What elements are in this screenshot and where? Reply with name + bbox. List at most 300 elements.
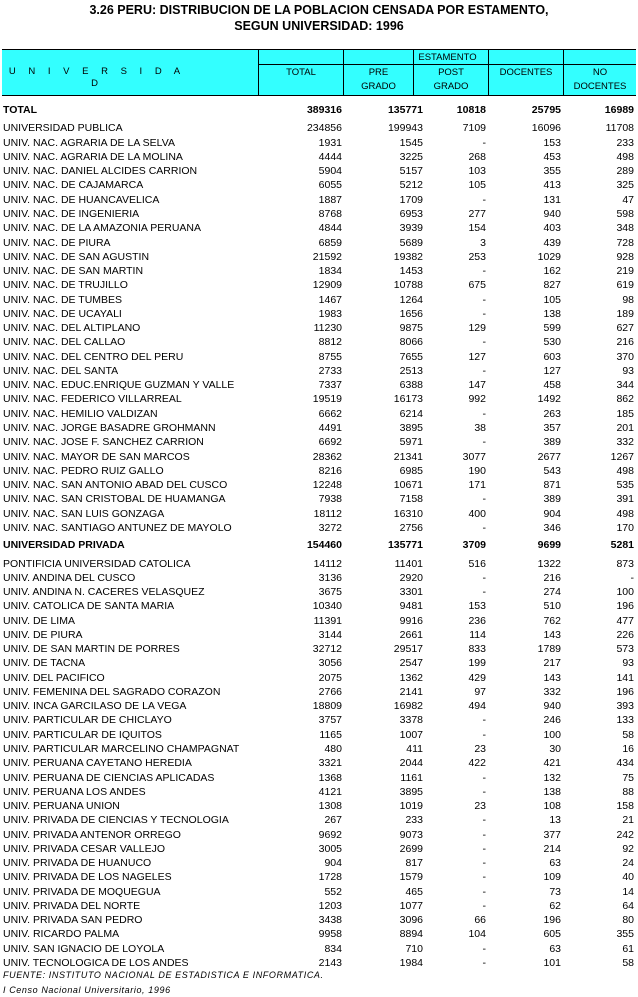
row-name: PONTIFICIA UNIVERSIDAD CATOLICA bbox=[3, 557, 191, 570]
cell-docentes: 510 bbox=[543, 600, 561, 613]
table-row bbox=[0, 642, 638, 656]
table-row bbox=[0, 599, 638, 613]
cell-total: 3136 bbox=[318, 571, 342, 584]
cell-docentes: 109 bbox=[543, 871, 561, 884]
table-row bbox=[0, 699, 638, 713]
cell-no-docentes: 88 bbox=[622, 785, 634, 798]
cell-pre-grado: 16173 bbox=[393, 393, 423, 406]
cell-no-docentes: 355 bbox=[616, 928, 634, 941]
cell-docentes: 389 bbox=[543, 436, 561, 449]
cell-no-docentes: 133 bbox=[616, 714, 634, 727]
header-pre-1: PRE bbox=[368, 67, 389, 78]
cell-post-grado: 253 bbox=[468, 250, 486, 263]
row-name: UNIV. DE PIURA bbox=[3, 628, 83, 641]
cell-total: 6662 bbox=[318, 407, 342, 420]
cell-docentes: 355 bbox=[543, 165, 561, 178]
cell-total: 4491 bbox=[318, 421, 342, 434]
cell-no-docentes: 598 bbox=[616, 208, 634, 220]
table-row bbox=[0, 478, 638, 492]
cell-pre-grado: 2044 bbox=[399, 757, 423, 770]
header-estamento: ESTAMENTO bbox=[418, 52, 477, 63]
cell-docentes: 762 bbox=[543, 614, 561, 627]
cell-post-grado: 516 bbox=[468, 557, 486, 570]
table-row bbox=[0, 799, 638, 813]
cell-pre-grado: 5971 bbox=[399, 436, 423, 449]
cell-no-docentes: 233 bbox=[616, 136, 634, 149]
cell-pre-grado: 3301 bbox=[399, 586, 423, 599]
cell-no-docentes: 393 bbox=[616, 700, 634, 713]
row-name: UNIV. NAC. DE INGENIERIA bbox=[3, 208, 140, 220]
cell-pre-grado: 5157 bbox=[399, 165, 423, 178]
table-row bbox=[0, 899, 638, 913]
cell-no-docentes: 619 bbox=[616, 279, 634, 292]
cell-pre-grado: 2513 bbox=[399, 364, 423, 377]
cell-docentes: 217 bbox=[543, 657, 561, 670]
cell-pre-grado: 6985 bbox=[399, 464, 423, 477]
cell-post-grado: 129 bbox=[468, 322, 486, 335]
cell-docentes: 458 bbox=[543, 379, 561, 392]
cell-total: 2733 bbox=[318, 364, 342, 377]
cell-total: 1728 bbox=[318, 871, 342, 884]
cell-pre-grado: 2756 bbox=[399, 521, 423, 534]
cell-post-grado: 277 bbox=[468, 208, 486, 220]
cell-post-grado: 23 bbox=[474, 800, 486, 813]
section-row bbox=[0, 100, 638, 121]
header-subdivider bbox=[259, 64, 636, 65]
row-name: UNIV. PERUANA CAYETANO HEREDIA bbox=[3, 757, 192, 770]
cell-total: 234856 bbox=[306, 122, 342, 135]
cell-no-docentes: 862 bbox=[616, 393, 634, 406]
cell-pre-grado: 3378 bbox=[399, 714, 423, 727]
header-post-2: GRADO bbox=[433, 81, 469, 92]
cell-post-grado: 3 bbox=[480, 236, 486, 249]
cell-no-docentes: 189 bbox=[616, 307, 634, 320]
cell-pre-grado: 199943 bbox=[387, 122, 423, 135]
cell-pre-grado: 6388 bbox=[399, 379, 423, 392]
cell-post-grado: - bbox=[482, 842, 486, 855]
table-row bbox=[0, 813, 638, 827]
row-name: UNIV. NAC. SAN CRISTOBAL DE HUAMANGA bbox=[3, 493, 226, 506]
cell-no-docentes: 348 bbox=[616, 222, 634, 235]
table-row bbox=[0, 321, 638, 335]
row-name: UNIV. PRIVADA CESAR VALLEJO bbox=[3, 842, 166, 855]
row-name: UNIV. NAC. EDUC.ENRIQUE GUZMAN Y VALLE bbox=[3, 379, 235, 392]
cell-no-docentes: 728 bbox=[616, 236, 634, 249]
cell-no-docentes: 498 bbox=[616, 150, 634, 163]
cell-no-docentes: - bbox=[630, 571, 634, 584]
cell-total: 28362 bbox=[312, 450, 342, 463]
cell-total: 10340 bbox=[312, 600, 342, 613]
table-row bbox=[0, 656, 638, 670]
table-row bbox=[0, 164, 638, 178]
cell-docentes: 138 bbox=[543, 785, 561, 798]
row-name: UNIV. SAN IGNACIO DE LOYOLA bbox=[3, 942, 165, 955]
cell-docentes: 216 bbox=[543, 571, 561, 584]
cell-post-grado: - bbox=[482, 857, 486, 870]
table-row bbox=[0, 685, 638, 699]
cell-no-docentes: 75 bbox=[622, 771, 634, 784]
table-row bbox=[0, 885, 638, 899]
cell-no-docentes: 16989 bbox=[604, 104, 634, 116]
cell-total: 3438 bbox=[318, 914, 342, 927]
cell-pre-grado: 1019 bbox=[399, 800, 423, 813]
table-row bbox=[0, 614, 638, 628]
cell-post-grado: 400 bbox=[468, 507, 486, 520]
cell-pre-grado: 7655 bbox=[399, 350, 423, 363]
cell-docentes: 63 bbox=[549, 942, 561, 955]
row-name: UNIV. TECNOLOGICA DE LOS ANDES bbox=[3, 956, 189, 969]
cell-total: 552 bbox=[324, 885, 342, 898]
cell-total: 2766 bbox=[318, 685, 342, 698]
row-name: UNIV. NAC. AGRARIA DE LA SELVA bbox=[3, 136, 175, 149]
cell-post-grado: - bbox=[482, 493, 486, 506]
cell-total: 7337 bbox=[318, 379, 342, 392]
cell-total: 1368 bbox=[318, 771, 342, 784]
cell-pre-grado: 411 bbox=[406, 742, 423, 755]
cell-pre-grado: 6953 bbox=[399, 208, 423, 220]
table-row bbox=[0, 856, 638, 870]
cell-total: 21592 bbox=[312, 250, 342, 263]
cell-post-grado: - bbox=[482, 436, 486, 449]
cell-total: 4844 bbox=[318, 222, 342, 235]
table-row bbox=[0, 756, 638, 770]
cell-post-grado: 23 bbox=[474, 742, 486, 755]
cell-total: 8812 bbox=[318, 336, 342, 349]
cell-total: 9958 bbox=[318, 928, 342, 941]
cell-docentes: 332 bbox=[543, 685, 561, 698]
cell-no-docentes: 498 bbox=[616, 507, 634, 520]
table-row bbox=[0, 956, 638, 970]
cell-no-docentes: 92 bbox=[622, 842, 634, 855]
cell-post-grado: 268 bbox=[468, 150, 486, 163]
cell-no-docentes: 24 bbox=[622, 857, 634, 870]
cell-pre-grado: 233 bbox=[405, 814, 423, 827]
row-name: UNIV. NAC. JOSE F. SANCHEZ CARRION bbox=[3, 436, 204, 449]
table-row bbox=[0, 585, 638, 599]
cell-total: 8768 bbox=[318, 208, 342, 220]
row-name: UNIV. NAC. DE PIURA bbox=[3, 236, 111, 249]
row-name: UNIV. NAC. MAYOR DE SAN MARCOS bbox=[3, 450, 190, 463]
cell-no-docentes: 289 bbox=[616, 165, 634, 178]
cell-pre-grado: 1709 bbox=[399, 193, 423, 206]
cell-docentes: 63 bbox=[549, 857, 561, 870]
cell-docentes: 421 bbox=[543, 757, 561, 770]
table-row bbox=[0, 870, 638, 884]
cell-total: 32712 bbox=[312, 643, 342, 656]
cell-total: 2143 bbox=[318, 956, 342, 969]
cell-post-grado: 833 bbox=[468, 643, 486, 656]
cell-pre-grado: 16982 bbox=[393, 700, 423, 713]
cell-pre-grado: 11401 bbox=[394, 557, 423, 570]
table-row bbox=[0, 136, 638, 150]
cell-no-docentes: 5281 bbox=[610, 539, 634, 552]
row-name: UNIV. DE LIMA bbox=[3, 614, 75, 627]
row-name: UNIV. NAC. HEMILIO VALDIZAN bbox=[3, 407, 158, 420]
table-row bbox=[0, 364, 638, 378]
row-name: UNIV. NAC. DE CAJAMARCA bbox=[3, 179, 144, 192]
cell-post-grado: - bbox=[482, 771, 486, 784]
cell-total: 1834 bbox=[318, 265, 342, 278]
cell-pre-grado: 3225 bbox=[399, 150, 423, 163]
cell-no-docentes: 573 bbox=[616, 643, 634, 656]
cell-total: 1308 bbox=[318, 800, 342, 813]
cell-post-grado: 236 bbox=[468, 614, 486, 627]
row-name: UNIV. NAC. DE HUANCAVELICA bbox=[3, 193, 160, 206]
cell-total: 18112 bbox=[313, 507, 342, 520]
row-name: UNIV. RICARDO PALMA bbox=[3, 928, 120, 941]
cell-total: 2075 bbox=[318, 671, 342, 684]
cell-total: 389316 bbox=[306, 104, 342, 116]
cell-total: 8216 bbox=[318, 464, 342, 477]
section-row bbox=[0, 535, 638, 556]
cell-docentes: 138 bbox=[543, 307, 561, 320]
cell-docentes: 1029 bbox=[537, 250, 561, 263]
header-post-1: POST bbox=[438, 67, 464, 78]
cell-total: 1165 bbox=[319, 728, 342, 741]
cell-docentes: 940 bbox=[543, 208, 561, 220]
cell-no-docentes: 40 bbox=[622, 871, 634, 884]
cell-total: 6859 bbox=[318, 236, 342, 249]
cell-docentes: 100 bbox=[543, 728, 561, 741]
cell-docentes: 62 bbox=[549, 899, 561, 912]
row-name: UNIV. NAC. DEL ALTIPLANO bbox=[3, 322, 141, 335]
cell-post-grado: 153 bbox=[468, 600, 486, 613]
cell-post-grado: - bbox=[482, 364, 486, 377]
cell-post-grado: 3709 bbox=[462, 539, 486, 552]
row-name: UNIV. NAC. DEL CENTRO DEL PERU bbox=[3, 350, 184, 363]
table-row bbox=[0, 435, 638, 449]
row-name: UNIV. NAC. AGRARIA DE LA MOLINA bbox=[3, 150, 183, 163]
table-row bbox=[0, 307, 638, 321]
cell-no-docentes: 498 bbox=[616, 464, 634, 477]
cell-post-grado: 429 bbox=[468, 671, 486, 684]
row-name: UNIV. NAC. SAN ANTONIO ABAD DEL CUSCO bbox=[3, 479, 228, 492]
cell-no-docentes: 11708 bbox=[605, 122, 634, 135]
cell-post-grado: 154 bbox=[468, 222, 486, 235]
cell-post-grado: - bbox=[482, 828, 486, 841]
cell-docentes: 1789 bbox=[537, 643, 561, 656]
cell-post-grado: 3077 bbox=[462, 450, 486, 463]
cell-post-grado: 992 bbox=[468, 393, 486, 406]
cell-post-grado: 190 bbox=[468, 464, 486, 477]
cell-docentes: 108 bbox=[543, 800, 561, 813]
cell-no-docentes: 325 bbox=[616, 179, 634, 192]
cell-pre-grado: 29517 bbox=[393, 643, 423, 656]
cell-total: 7938 bbox=[318, 493, 342, 506]
cell-no-docentes: 58 bbox=[622, 956, 634, 969]
cell-pre-grado: 817 bbox=[405, 857, 423, 870]
cell-no-docentes: 98 bbox=[622, 293, 634, 306]
cell-post-grado: 494 bbox=[468, 700, 486, 713]
cell-total: 1931 bbox=[318, 136, 342, 149]
cell-docentes: 153 bbox=[543, 136, 561, 149]
cell-no-docentes: 219 bbox=[616, 265, 634, 278]
cell-no-docentes: 16 bbox=[622, 742, 634, 755]
table-row bbox=[0, 278, 638, 292]
row-name: UNIV. NAC. DEL CALLAO bbox=[3, 336, 126, 349]
table-row bbox=[0, 121, 638, 135]
cell-no-docentes: 185 bbox=[616, 407, 634, 420]
row-name: UNIV. FEMENINA DEL SAGRADO CORAZON bbox=[3, 685, 221, 698]
cell-docentes: 214 bbox=[543, 842, 561, 855]
cell-total: 8755 bbox=[318, 350, 342, 363]
cell-pre-grado: 1984 bbox=[399, 956, 423, 969]
table-row bbox=[0, 293, 638, 307]
cell-post-grado: - bbox=[482, 899, 486, 912]
table-row bbox=[0, 771, 638, 785]
table-title-line-1: 3.26 PERU: DISTRIBUCION DE LA POBLACION CENSADA POR ESTAMENTO, bbox=[89, 3, 549, 17]
table-row bbox=[0, 450, 638, 464]
table-row bbox=[0, 464, 638, 478]
row-name: UNIV. ANDINA N. CACERES VELASQUEZ bbox=[3, 586, 205, 599]
cell-pre-grado: 7158 bbox=[399, 493, 423, 506]
row-name: UNIV. PERUANA UNION bbox=[3, 800, 120, 813]
row-name: UNIV. NAC. DANIEL ALCIDES CARRION bbox=[3, 165, 198, 178]
table-row bbox=[0, 785, 638, 799]
cell-no-docentes: 47 bbox=[622, 193, 634, 206]
cell-post-grado: - bbox=[482, 571, 486, 584]
table-row bbox=[0, 713, 638, 727]
cell-docentes: 389 bbox=[543, 493, 561, 506]
header-universidad: U N I V E R S I D A D bbox=[8, 66, 186, 89]
cell-pre-grado: 8066 bbox=[399, 336, 423, 349]
cell-docentes: 1322 bbox=[537, 557, 561, 570]
cell-docentes: 346 bbox=[543, 521, 561, 534]
cell-pre-grado: 6214 bbox=[399, 407, 423, 420]
cell-no-docentes: 928 bbox=[616, 250, 634, 263]
table-row bbox=[0, 378, 638, 392]
table-title-line-2: SEGUN UNIVERSIDAD: 1996 bbox=[234, 19, 404, 33]
table-row bbox=[0, 178, 638, 192]
header-no-docentes-1: NO bbox=[592, 67, 608, 78]
cell-total: 3272 bbox=[318, 521, 342, 534]
row-name: UNIV. NAC. DE TRUJILLO bbox=[3, 279, 128, 292]
table-row bbox=[0, 335, 638, 349]
cell-pre-grado: 135771 bbox=[387, 104, 423, 116]
cell-docentes: 101 bbox=[543, 956, 561, 969]
cell-docentes: 413 bbox=[543, 179, 561, 192]
cell-post-grado: - bbox=[482, 307, 486, 320]
table-row bbox=[0, 728, 638, 742]
cell-post-grado: - bbox=[482, 193, 486, 206]
cell-post-grado: 675 bbox=[468, 279, 486, 292]
cell-total: 3757 bbox=[318, 714, 342, 727]
cell-docentes: 530 bbox=[543, 336, 561, 349]
cell-pre-grado: 2920 bbox=[399, 571, 423, 584]
cell-pre-grado: 2699 bbox=[399, 842, 423, 855]
cell-post-grado: 105 bbox=[468, 179, 486, 192]
cell-no-docentes: 170 bbox=[616, 521, 634, 534]
cell-pre-grado: 2141 bbox=[399, 685, 423, 698]
cell-pre-grado: 9916 bbox=[399, 614, 423, 627]
table-row bbox=[0, 350, 638, 364]
cell-pre-grado: 8894 bbox=[399, 928, 423, 941]
row-name: UNIV. NAC. DE LA AMAZONIA PERUANA bbox=[3, 222, 202, 235]
cell-pre-grado: 5689 bbox=[399, 236, 423, 249]
row-name: UNIV. NAC. DE TUMBES bbox=[3, 293, 123, 306]
table-row bbox=[0, 207, 638, 221]
cell-total: 3675 bbox=[318, 586, 342, 599]
row-name: UNIV. NAC. JORGE BASADRE GROHMANN bbox=[3, 421, 216, 434]
row-name: UNIV. PRIVADA DE LOS NAGELES bbox=[3, 871, 172, 884]
cell-pre-grado: 9481 bbox=[399, 600, 423, 613]
table-row bbox=[0, 571, 638, 585]
cell-docentes: 131 bbox=[543, 193, 561, 206]
cell-post-grado: - bbox=[482, 265, 486, 278]
table-row bbox=[0, 742, 638, 756]
cell-pre-grado: 1545 bbox=[399, 136, 423, 149]
row-name: UNIV. NAC. DE SAN AGUSTIN bbox=[3, 250, 150, 263]
cell-total: 18809 bbox=[312, 700, 342, 713]
cell-no-docentes: 58 bbox=[622, 728, 634, 741]
cell-no-docentes: 14 bbox=[622, 885, 634, 898]
cell-no-docentes: 21 bbox=[622, 814, 634, 827]
cell-pre-grado: 135771 bbox=[387, 539, 423, 552]
header-total: TOTAL bbox=[286, 67, 316, 78]
table-row bbox=[0, 942, 638, 956]
row-name: TOTAL bbox=[3, 104, 38, 116]
cell-docentes: 25795 bbox=[531, 104, 561, 116]
footnote-census: I Censo Nacional Universitario, 1996 bbox=[3, 985, 171, 995]
cell-docentes: 904 bbox=[543, 507, 561, 520]
cell-docentes: 196 bbox=[543, 914, 561, 927]
cell-pre-grado: 1579 bbox=[399, 871, 423, 884]
row-name: UNIV. DE SAN MARTIN DE PORRES bbox=[3, 643, 180, 656]
cell-no-docentes: 93 bbox=[622, 657, 634, 670]
cell-pre-grado: 19382 bbox=[393, 250, 423, 263]
cell-no-docentes: 873 bbox=[616, 557, 634, 570]
table-row bbox=[0, 221, 638, 235]
cell-no-docentes: 434 bbox=[616, 757, 634, 770]
row-name: UNIV. NAC. DEL SANTA bbox=[3, 364, 119, 377]
table-body bbox=[0, 100, 638, 970]
cell-docentes: 357 bbox=[543, 421, 561, 434]
row-name: UNIV. PERUANA DE CIENCIAS APLICADAS bbox=[3, 771, 215, 784]
table-row bbox=[0, 421, 638, 435]
cell-total: 12909 bbox=[312, 279, 342, 292]
cell-pre-grado: 3939 bbox=[399, 222, 423, 235]
cell-total: 4444 bbox=[318, 150, 342, 163]
row-name: UNIV. DEL PACIFICO bbox=[3, 671, 105, 684]
cell-docentes: 377 bbox=[543, 828, 561, 841]
cell-post-grado: 7109 bbox=[462, 122, 486, 135]
cell-no-docentes: 64 bbox=[622, 899, 634, 912]
row-name: UNIV. NAC. SAN LUIS GONZAGA bbox=[3, 507, 165, 520]
cell-pre-grado: 3895 bbox=[399, 785, 423, 798]
row-name: UNIV. NAC. SANTIAGO ANTUNEZ DE MAYOLO bbox=[3, 521, 232, 534]
row-name: UNIV. INCA GARCILASO DE LA VEGA bbox=[3, 700, 187, 713]
cell-docentes: 603 bbox=[543, 350, 561, 363]
row-name: UNIVERSIDAD PRIVADA bbox=[3, 539, 125, 552]
cell-pre-grado: 1007 bbox=[399, 728, 423, 741]
table-row bbox=[0, 521, 638, 535]
cell-pre-grado: 2547 bbox=[399, 657, 423, 670]
cell-total: 834 bbox=[324, 942, 342, 955]
header-docentes: DOCENTES bbox=[499, 67, 553, 78]
cell-post-grado: - bbox=[482, 728, 486, 741]
row-name: UNIV. PRIVADA DE CIENCIAS Y TECNOLOGIA bbox=[3, 814, 229, 827]
table-row bbox=[0, 927, 638, 941]
cell-total: 267 bbox=[324, 814, 342, 827]
cell-no-docentes: 477 bbox=[616, 614, 634, 627]
row-name: UNIV. ANDINA DEL CUSCO bbox=[3, 571, 136, 584]
row-name: UNIV. NAC. DE UCAYALI bbox=[3, 307, 122, 320]
cell-total: 9692 bbox=[318, 828, 342, 841]
cell-post-grado: 171 bbox=[468, 479, 486, 492]
cell-no-docentes: 391 bbox=[616, 493, 634, 506]
footnote-source: FUENTE: INSTITUTO NACIONAL DE ESTADISTICA E INFORMATICA. bbox=[3, 970, 324, 980]
cell-no-docentes: 344 bbox=[616, 379, 634, 392]
